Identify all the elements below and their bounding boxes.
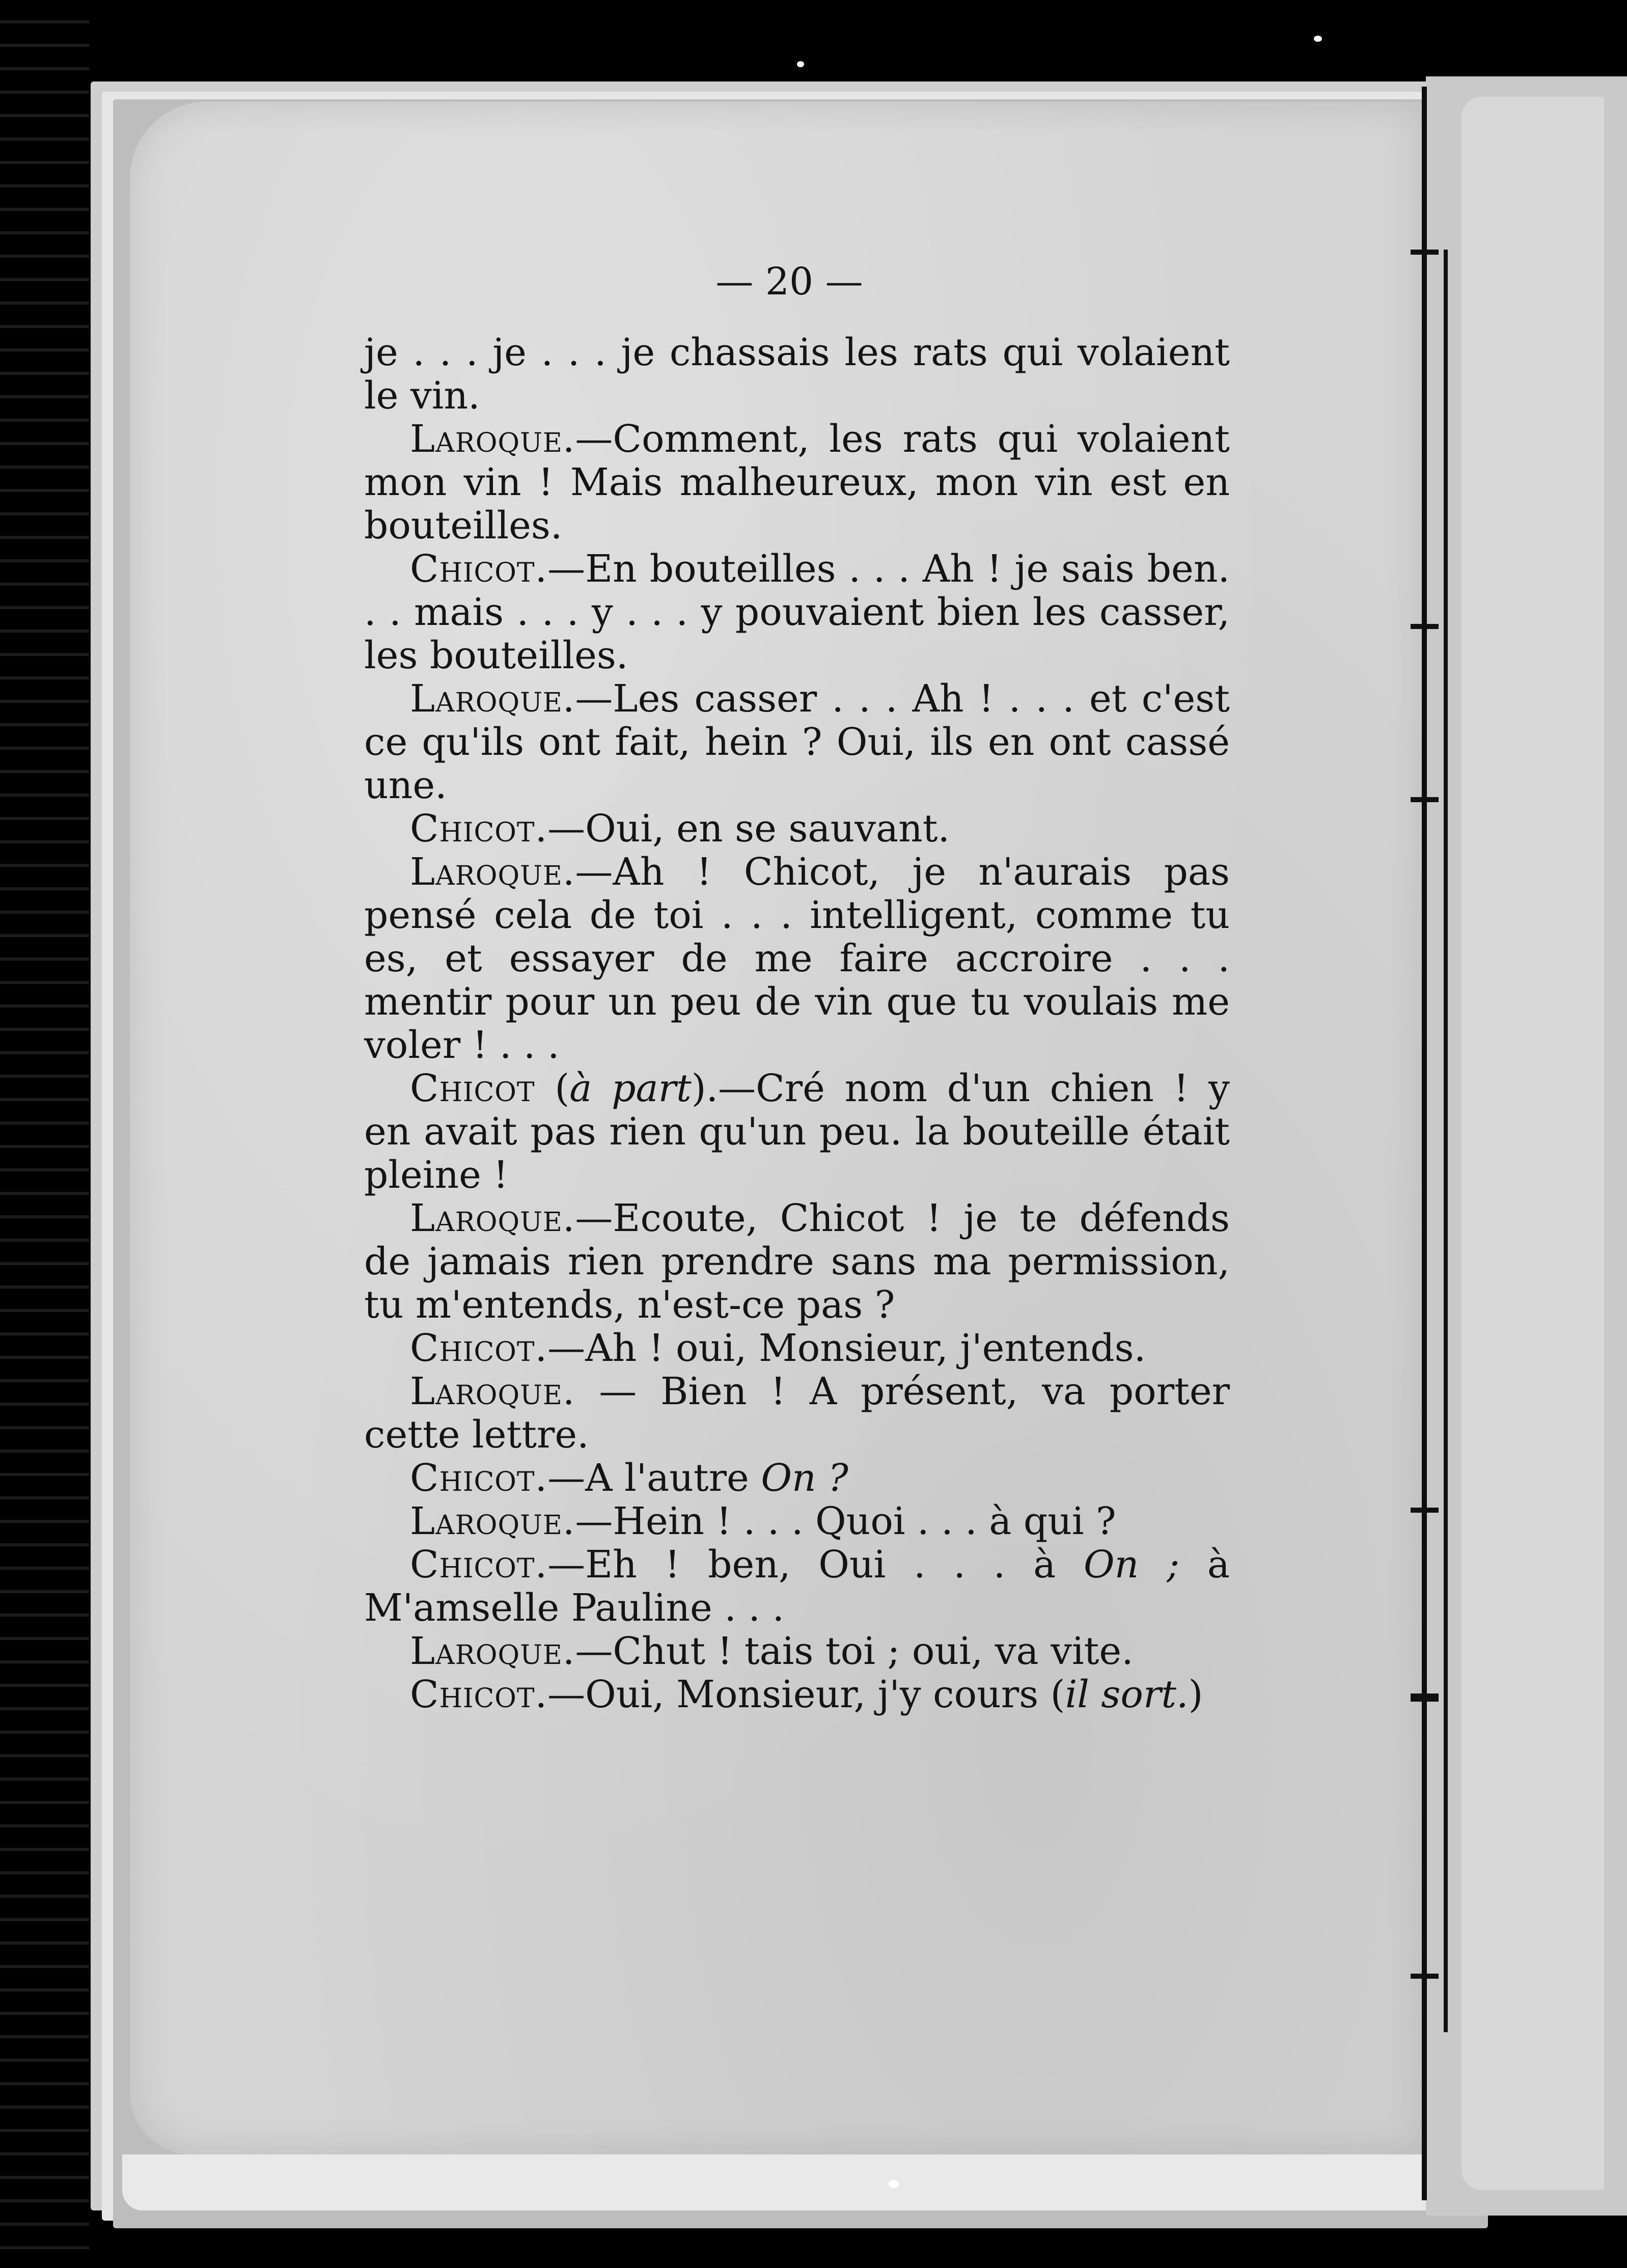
speaker-name: Laroque. bbox=[410, 850, 575, 894]
dialogue-line bbox=[364, 331, 1230, 418]
line-text: —A l'autre bbox=[547, 1456, 761, 1500]
line-text: —Les casser . . . Ah ! . . . et c'est ce qu'ils ont fait, hein ? Oui, ils en ont cassé une. bbox=[364, 677, 1230, 807]
speaker-name: Laroque. bbox=[410, 1629, 575, 1673]
emphasis: On ? bbox=[761, 1456, 848, 1500]
page-number: — 20 — bbox=[715, 260, 863, 304]
facing-page-surface bbox=[1461, 97, 1604, 2190]
speaker-name: Chicot. bbox=[410, 1456, 548, 1500]
binding-thread bbox=[1444, 250, 1448, 2032]
line-text: —Oui, Monsieur, j'y cours ( bbox=[547, 1673, 1065, 1716]
dialogue-line bbox=[364, 1197, 1230, 1327]
line-text: —Comment, les rats qui volaient mon vin ! Mais malheureux, mon vin est en bouteilles. bbox=[364, 417, 1230, 548]
emphasis: On ; bbox=[1084, 1543, 1180, 1587]
dialogue-line bbox=[364, 1500, 1230, 1543]
paren-open: ( bbox=[535, 1067, 570, 1110]
speaker-name: Chicot. bbox=[410, 1326, 548, 1370]
line-text: —Ah ! oui, Monsieur, j'entends. bbox=[547, 1326, 1146, 1370]
binding-stitch bbox=[1411, 1974, 1439, 1979]
speaker-name: Chicot. bbox=[410, 1673, 548, 1716]
dialogue-line bbox=[364, 1327, 1230, 1370]
line-text: —Oui, en se sauvant. bbox=[547, 807, 950, 851]
scan-film-edge bbox=[0, 0, 89, 2268]
line-text: —Ah ! Chicot, je n'aurais pas pensé cela de toi . . . intelligent, comme tu es, et essayer de me faire accroire . . . mentir pour un peu de vin que tu voulais me voler ! . . . bbox=[364, 850, 1230, 1067]
line-text: —Cré nom d'un chien ! y en avait pas rien qu'un peu. la bouteille était pleine ! bbox=[364, 1067, 1230, 1197]
binding-stitch bbox=[1411, 624, 1439, 629]
dialogue-line bbox=[364, 1673, 1230, 1716]
speaker-name: Chicot. bbox=[410, 807, 548, 851]
binding-stitch bbox=[1411, 1508, 1439, 1513]
paren-close: ). bbox=[691, 1067, 719, 1110]
dialogue-line bbox=[364, 807, 1230, 851]
binding-stitch bbox=[1411, 250, 1439, 255]
scan-speck bbox=[889, 2180, 899, 2188]
line-text: —Chut ! tais toi ; oui, va vite. bbox=[575, 1629, 1134, 1673]
speaker-name: Laroque. bbox=[410, 417, 575, 461]
line-text: —Hein ! . . . Quoi . . . à qui ? bbox=[575, 1499, 1116, 1543]
page-bottom-edge bbox=[122, 2154, 1456, 2210]
binding-stitch bbox=[1411, 797, 1439, 802]
play-text bbox=[364, 331, 1230, 1716]
dialogue-line bbox=[364, 418, 1230, 548]
dialogue-line bbox=[364, 1370, 1230, 1457]
line-text: je . . . je . . . je chassais les rats qui volaient le vin. bbox=[364, 331, 1230, 418]
dialogue-line bbox=[364, 548, 1230, 677]
line-text: —Eh ! ben, Oui . . . à bbox=[547, 1543, 1084, 1587]
dialogue-line bbox=[364, 1067, 1230, 1197]
speaker-name: Laroque. bbox=[410, 1499, 575, 1543]
line-text: —Ecoute, Chicot ! je te défends de jamais rien prendre sans ma permission, tu m'entends, n'est-ce pas ? bbox=[364, 1196, 1230, 1327]
speaker-name: Chicot. bbox=[410, 547, 548, 591]
speaker-name: Laroque. bbox=[410, 1370, 575, 1413]
stage-direction: il sort. bbox=[1065, 1673, 1189, 1716]
speaker-name: Chicot. bbox=[410, 1543, 548, 1587]
speaker-name: Chicot bbox=[410, 1067, 535, 1110]
dialogue-line bbox=[364, 851, 1230, 1067]
dialogue-line bbox=[364, 1457, 1230, 1500]
stage-direction: à part bbox=[569, 1067, 692, 1110]
dialogue-line bbox=[364, 1543, 1230, 1630]
paren-close: ) bbox=[1188, 1673, 1203, 1716]
binding-gutter bbox=[1422, 87, 1427, 2200]
scan-speck bbox=[797, 61, 804, 67]
line-text: à M'amselle Pauline . . . bbox=[364, 1543, 1230, 1630]
line-text: —En bouteilles . . . Ah ! je sais ben. . . mais . . . y . . . y pouvaient bien les casser, les bouteilles. bbox=[364, 547, 1230, 677]
scan-speck bbox=[1314, 36, 1322, 42]
speaker-name: Laroque. bbox=[410, 1196, 575, 1240]
binding-stitch bbox=[1411, 1693, 1439, 1702]
dialogue-line bbox=[364, 1630, 1230, 1673]
speaker-name: Laroque. bbox=[410, 677, 575, 721]
line-text: — Bien ! A présent, va porter cette lettre. bbox=[364, 1370, 1230, 1457]
dialogue-line bbox=[364, 677, 1230, 807]
